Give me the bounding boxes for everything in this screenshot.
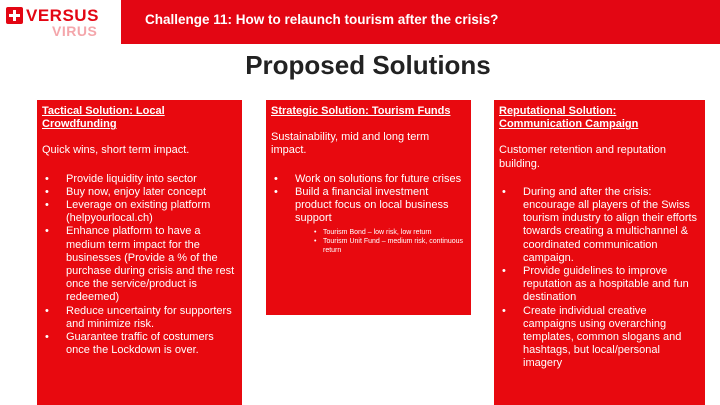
swiss-cross-icon (6, 7, 23, 24)
sub-list-item: • Tourism Bond – low risk, low return (295, 228, 466, 237)
list-item (271, 186, 466, 256)
list-item: • During and after the crisis: encourage all players of the Swiss tourism industry to align their efforts towards creating a multichannel & coordinated communication campaign. (499, 186, 700, 265)
list-item-text: Build a financial investment product focus on local business support (295, 185, 449, 225)
challenge-title: Challenge 11: How to relaunch tourism after the crisis? (145, 12, 499, 27)
strategic-solution-card (266, 100, 471, 315)
sub-list-item: • Tourism Unit Fund – medium risk, continuous return (295, 237, 466, 255)
list-item: • Provide guidelines to improve reputation as a hospitable and fun destination (499, 265, 700, 305)
logo-versus-text: VERSUS (26, 6, 99, 25)
card-title: Reputational Solution: Communication Campaign (499, 105, 639, 131)
versus-virus-logo (0, 0, 121, 44)
list-item: • Buy now, enjoy later concept (42, 186, 237, 199)
bullet-list (499, 186, 700, 371)
logo-line1 (6, 7, 99, 24)
sub-bullet-list (295, 228, 466, 255)
list-item: • Leverage on existing platform (helpyourlocal.ch) (42, 199, 237, 225)
tactical-solution-card (37, 100, 242, 405)
page-title: Proposed Solutions (245, 50, 491, 80)
list-item: • Guarantee traffic of costumers once the Lockdown is over. (42, 331, 237, 357)
card-title: Tactical Solution: Local Crowdfunding (42, 105, 165, 131)
logo-virus-text: VIRUS (52, 23, 98, 39)
list-item: • Provide liquidity into sector (42, 173, 237, 186)
list-item (271, 173, 466, 186)
header-bar (121, 0, 720, 44)
list-item: • Create individual creative campaigns using overarching templates, common slogans and hashtags, but local/personal imagery (499, 305, 700, 371)
list-item-text: Work on solutions for future crises (295, 172, 462, 185)
list-item: • Reduce uncertainty for supporters and minimize risk. (42, 305, 237, 331)
bullet-list (271, 173, 466, 256)
bullet-list (42, 173, 237, 358)
list-item: • Enhance platform to have a medium term impact for the businesses (Provide a % of the purchase during crisis and the rest once the service/product is redeemed) (42, 225, 237, 304)
card-subtitle: Sustainability, mid and long term impact. (271, 131, 430, 157)
reputational-solution-card (494, 100, 705, 405)
card-subtitle: Customer retention and reputation building. (499, 144, 666, 170)
card-title: Strategic Solution: Tourism Funds (271, 105, 451, 117)
card-subtitle: Quick wins, short term impact. (42, 144, 190, 157)
